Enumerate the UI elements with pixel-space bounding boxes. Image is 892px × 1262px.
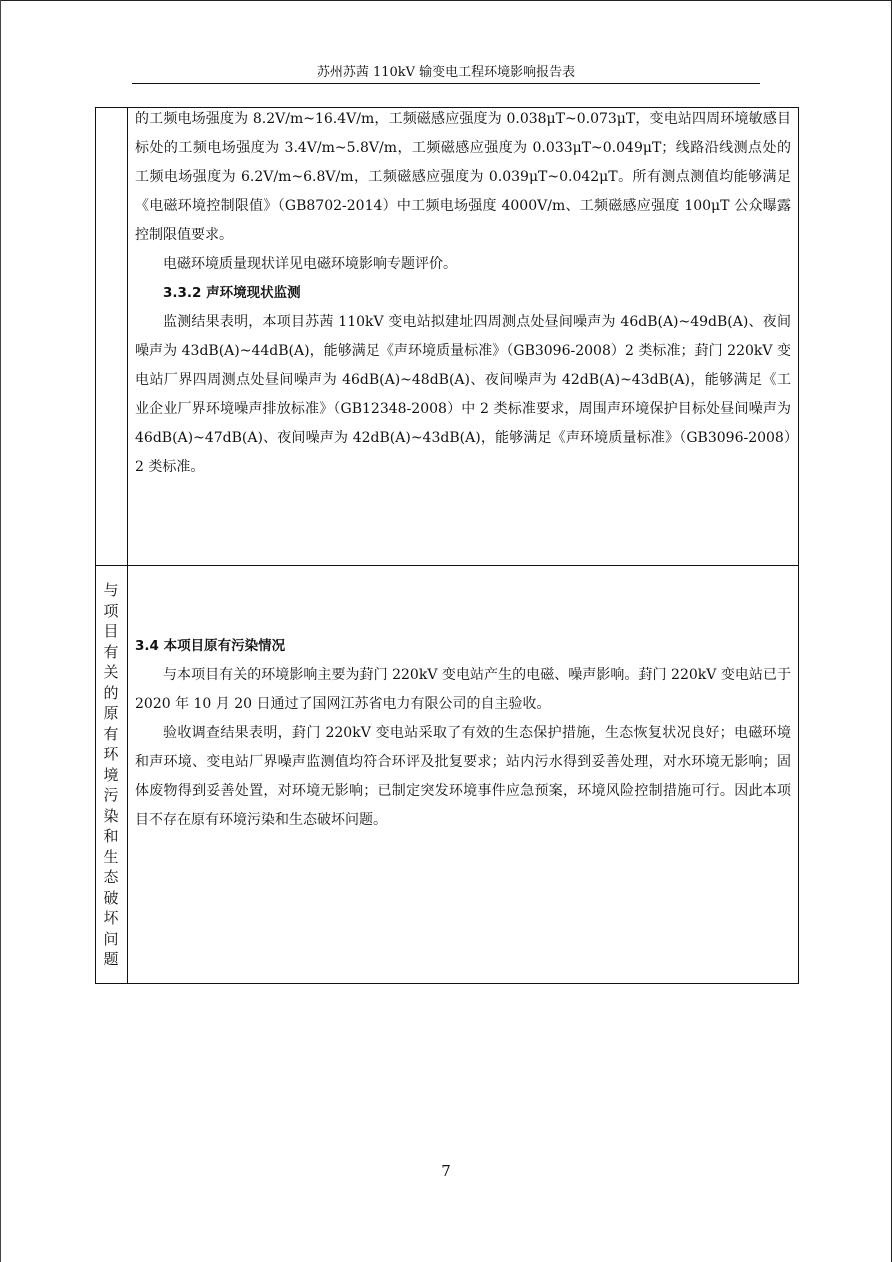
existing-pollution-heading: 3.4 本项目原有污染情况: [135, 638, 286, 654]
row-label-char: 破: [103, 888, 119, 907]
emf-reference-paragraph: 电磁环境质量现状详见电磁环境影响专题评价。: [163, 256, 457, 272]
row-label-char: 问: [103, 929, 119, 948]
noise-subheading-line: [135, 279, 791, 308]
row-label-char: 坏: [103, 909, 119, 927]
row-label-char: 环: [103, 745, 119, 763]
page-number: 7: [441, 1162, 451, 1180]
page-edge-top: [0, 0, 892, 1]
existing-pollution-cell: [135, 632, 791, 835]
table-column-divider: [127, 107, 128, 984]
row-label-char: 目: [103, 622, 119, 640]
current-status-cell: [135, 105, 791, 482]
existing-impact-paragraph: 与本项目有关的环境影响主要为葑门 220kV 变电站产生的电磁、噪声影响。葑门 220kV 变电站已于 2020 年 10 月 20 日通过了国网江苏省电力有限公司的自主验收。: [135, 667, 791, 712]
row-label-char: 染: [103, 806, 119, 825]
page-edge-left: [0, 0, 1, 1262]
row-label-char: 关: [103, 663, 119, 681]
row-label-char: 的: [103, 683, 119, 702]
header-rule: [132, 83, 760, 84]
row-label-char: 项: [103, 601, 119, 620]
noise-monitoring-heading: 3.3.2 声环境现状监测: [163, 285, 301, 301]
acceptance-results-paragraph: 验收调查结果表明，葑门 220kV 变电站采取了有效的生态保护措施，生态恢复状况良好；电磁环境和声环境、变电站厂界噪声监测值均符合环评及批复要求；站内污水得到妥善处理，对水环境无影响；固体废物得到妥善处置，对环境无影响；已制定突发环境事件应急预案，环境风险控制措施可行。因此本项目不存在原有环境污染和生态破坏问题。: [135, 725, 791, 828]
row-label-char: 题: [103, 950, 119, 968]
row-label-char: 有: [103, 642, 119, 661]
existing-pollution-heading-line: [135, 632, 791, 661]
row-label-char: 态: [103, 868, 119, 886]
row-label-char: 境: [103, 765, 119, 784]
noise-results-paragraph: 监测结果表明，本项目苏茜 110kV 变电站拟建址四周测点处昼间噪声为 46dB(A)~49dB(A)、夜间噪声为 43dB(A)~44dB(A)，能够满足《声环境质量标准》（GB3096-2008）2 类标准；葑门 220kV 变电站厂界四周测点处昼间噪声为 46dB(A)~48dB(A)、夜间噪声为 42dB(A)~43dB(A)，能够满足《工业企业厂界环境噪声排放标准》（GB12348-2008）中 2 类标准要求，周围声环境保护目标处昼间噪声为 46dB(A)~47dB(A)、夜间噪声为 42dB(A)~43dB(A)，能够满足《声环境质量标准》（GB3096-2008）2 类标准。: [135, 314, 791, 475]
emf-results-paragraph: 的工频电场强度为 8.2V/m~16.4V/m，工频磁感应强度为 0.038μT~0.073μT，变电站四周环境敏感目标处的工频电场强度为 3.4V/m~5.8V/m，工频磁感应强度为 0.033μT~0.049μT；线路沿线测点处的工频电场强度为 6.2V/m~6.8V/m，工频磁感应强度为 0.039μT~0.042μT。所有测点测值均能够满足《电磁环境控制限值》（GB8702-2014）中工频电场强度 4000V/m、工频磁感应强度 100μT 公众曝露控制限值要求。: [135, 111, 791, 243]
row-label-char: 有: [103, 724, 119, 743]
document-header: 苏州苏茜 110kV 输变电工程环境影响报告表: [316, 65, 576, 80]
row-label-char: 污: [103, 786, 119, 804]
row-label-char: 和: [103, 827, 119, 845]
table-row-divider: [95, 565, 799, 566]
row-label-char: 原: [103, 704, 119, 722]
row-label-char: 生: [103, 847, 119, 866]
row-label-char: 与: [103, 581, 119, 599]
row-label-existing-pollution: [97, 580, 125, 970]
